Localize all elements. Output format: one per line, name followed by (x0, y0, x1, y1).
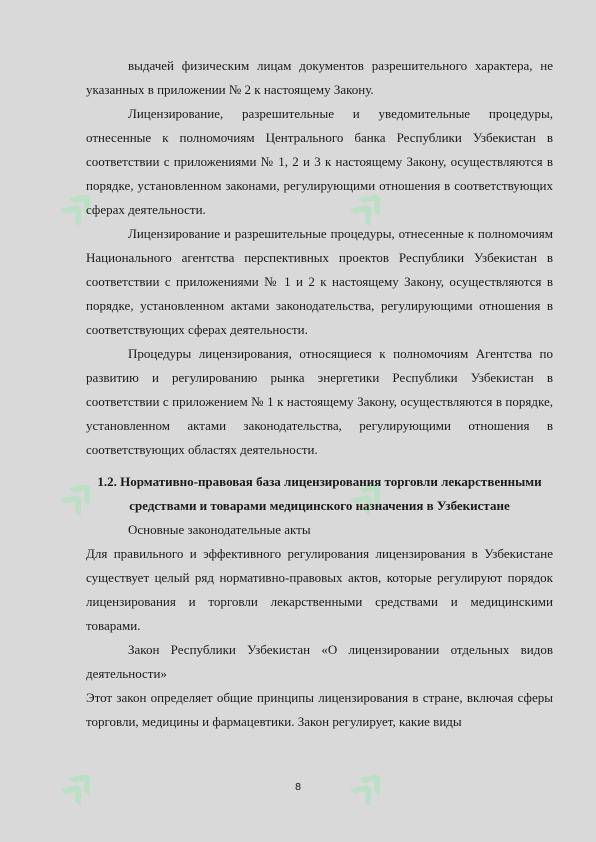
paragraph: Лицензирование и разрешительные процедуры, отнесенные к полномочиям Национального агентства перспективных проектов Республики Узбекистан в соответствии с приложениями № 1 и 2 к настоящему Закону, осуществляются в порядке, установленном актами законодательства, регулирующими отношения в соответствующих сферах деятельности. (86, 226, 553, 337)
page-number: 8 (294, 782, 302, 793)
paragraph: Основные законодательные акты (128, 522, 311, 537)
svg-text:»: » (37, 458, 117, 534)
svg-text:»: » (37, 748, 117, 824)
paragraph: выдачей физическим лицам документов разрешительного характера, не указанных в приложении № 2 к настоящему Закону. (86, 58, 553, 97)
paragraph: Лицензирование, разрешительные и уведомительные процедуры, отнесенные к полномочиям Центрального банка Республики Узбекистан в соответствии с приложениями № 1, 2 и 3 к настоящему Закону, осуществляются в порядке, установленном законами, регулирующими отношения в соответствующих сферах деятельности. (86, 106, 553, 217)
svg-text:»: » (327, 748, 407, 824)
paragraph-group-top (86, 54, 553, 462)
svg-text:»: » (327, 458, 407, 534)
document-body (86, 54, 553, 734)
paragraph: Этот закон определяет общие принципы лицензирования в стране, включая сферы торговли, медицины и фармацевтики. Закон регулирует, какие виды (86, 690, 553, 729)
paragraph: Процедуры лицензирования, относящиеся к полномочиям Агентства по развитию и регулированию рынка энергетики Республики Узбекистан в соответствии с приложением № 1 к настоящему Закону, осуществляются в порядке, установленном актами законодательства, регулирующими отношения в соответствующих областях деятельности. (86, 346, 553, 457)
svg-text:»: » (37, 168, 117, 244)
paragraph-group-bottom (86, 518, 553, 734)
svg-text:»: » (327, 168, 407, 244)
paragraph: Закон Республики Узбекистан «О лицензировании отдельных видов деятельности» (86, 642, 553, 681)
paragraph: Для правильного и эффективного регулирования лицензирования в Узбекистане существует целый ряд нормативно-правовых актов, которые регулируют порядок лицензирования и торговли лекарственными средствами и медицинскими товарами. (86, 546, 553, 633)
section-heading: 1.2. Нормативно-правовая база лицензирования торговли лекарственными средствами и товарами медицинского назначения в Узбекистане (97, 474, 542, 513)
